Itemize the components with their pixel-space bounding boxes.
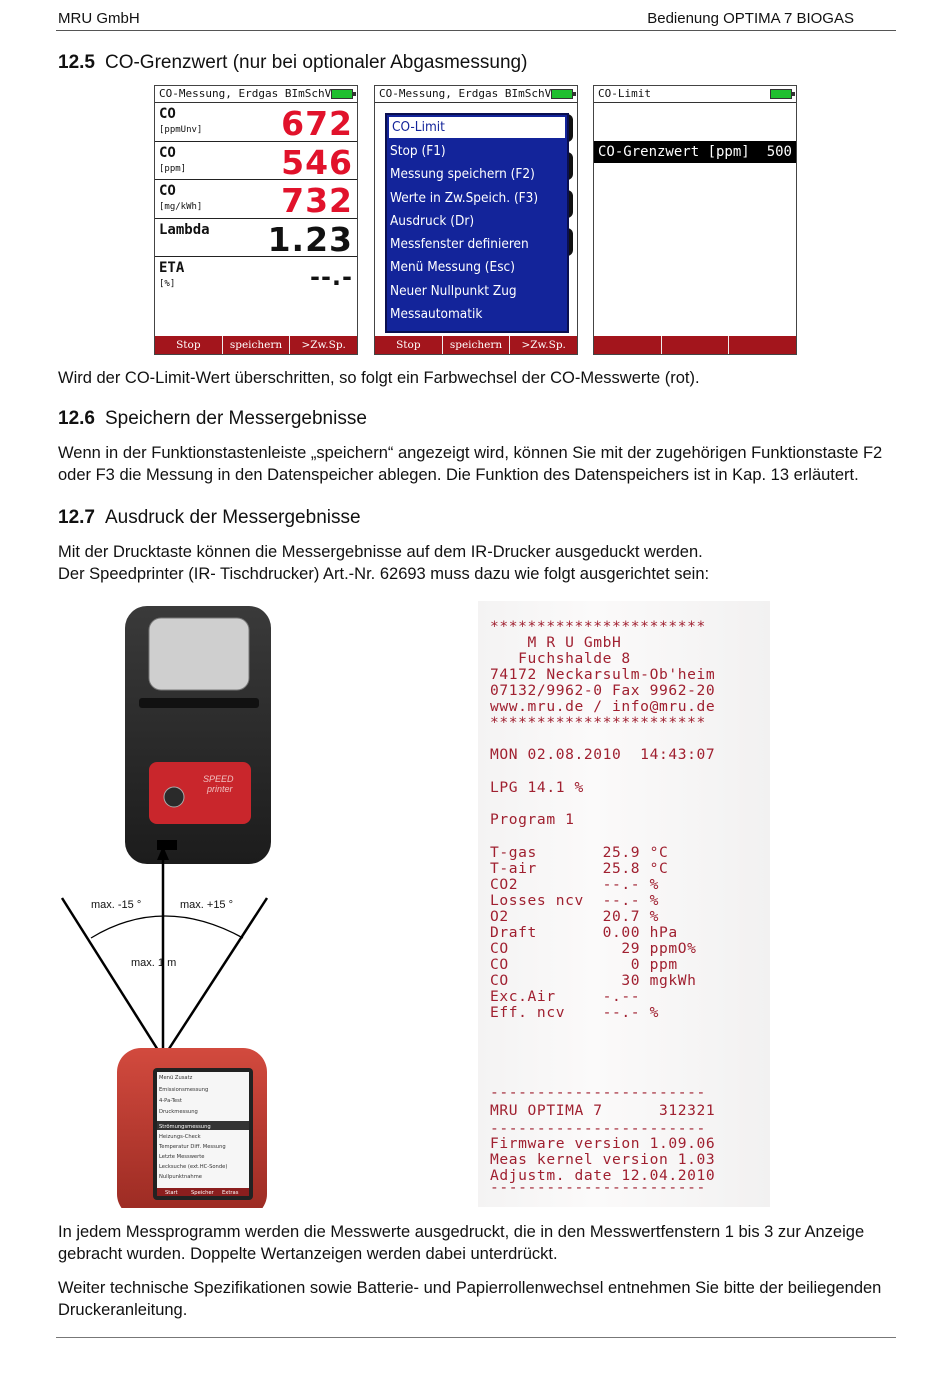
menu-item-buffer[interactable]: Werte in Zw.Speich. (F3) (390, 189, 539, 206)
receipt-dashes: ----------------------- (490, 1179, 706, 1196)
receipt-fuel: LPG 14.1 % (490, 779, 584, 796)
receipt-phone: 07132/9962-0 Fax 9962-20 (490, 682, 716, 699)
menu-item-define-window[interactable]: Messfenster definieren (390, 236, 529, 253)
receipt-stars: *********************** (490, 714, 706, 731)
measurement-name: CO (159, 106, 176, 122)
heading-title: Speichern der Messergebnisse (104, 408, 367, 429)
measurement-unit: [ppm] (159, 163, 187, 174)
battery-icon (770, 89, 792, 99)
printer-paper-slot (139, 698, 259, 708)
receipt-dashes: ----------------------- (490, 1120, 706, 1137)
angle-arc (91, 916, 243, 938)
receipt-value-line: CO 29 ppmO% (490, 940, 697, 957)
receipt-program: Program 1 (490, 811, 575, 828)
device-menu-item: 4-Pa-Test (159, 1098, 182, 1104)
angle-left-label: max. -15 ° (91, 899, 142, 911)
screen-titlebar (594, 86, 796, 103)
receipt-value-line: T-air 25.8 °C (490, 860, 669, 877)
measurement-value: 546 (281, 142, 353, 182)
battery-icon (331, 89, 353, 99)
receipt-company: M R U GmbH (490, 634, 622, 651)
heading-12-7 (58, 507, 361, 529)
co-limit-label: CO-Grenzwert [ppm] (598, 144, 750, 160)
receipt-kernel: Meas kernel version 1.03 (490, 1151, 716, 1168)
receipt-web: www.mru.de / info@mru.de (490, 698, 716, 715)
header-divider (56, 30, 896, 31)
header-manual-title: Bedienung OPTIMA 7 BIOGAS (647, 10, 854, 27)
printer-paper-window (149, 618, 249, 690)
receipt-value-line: CO 30 mgkWh (490, 972, 697, 989)
heading-number: 12.7 (58, 507, 95, 528)
paragraph-save: Wenn in der Funktionstastenleiste „speichern“ angezeigt wird, können Sie mit der zugehörigen Funktionstaste F2 oder F3 die Messung in den Datenspeicher ablegen. Die Funktion des Datenspeichers ist in Kap. 13 erläutert. (58, 444, 883, 484)
measurement-unit: [mg/kWh] (159, 202, 203, 212)
device-menu-item: Strömungsmessung (159, 1124, 211, 1130)
co-limit-row[interactable] (594, 141, 796, 163)
device-menu-item: Letzte Messwerte (159, 1154, 205, 1160)
measurement-value: 732 (281, 181, 353, 220)
screen-title: CO-Messung, Erdgas BImSchV (379, 87, 552, 100)
measurement-name: ETA (159, 260, 185, 276)
footer-divider (56, 1337, 896, 1338)
receipt-value-line: Exc.Air -.-- (490, 988, 641, 1005)
fkey-save[interactable]: speichern (443, 336, 511, 354)
fkey-1[interactable] (594, 336, 662, 354)
menu-item-co-limit[interactable]: CO-Limit (389, 117, 565, 138)
device-menu-item: Lecksuche (ext.HC-Sonde) (159, 1164, 228, 1170)
receipt-city: 74172 Neckarsulm-Ob'heim (490, 666, 716, 683)
alignment-line-left (62, 898, 163, 1058)
receipt-device: MRU OPTIMA 7 312321 (490, 1102, 716, 1119)
measurement-row (155, 180, 357, 219)
ir-window (157, 840, 177, 850)
measurement-name: CO (159, 183, 176, 199)
device-screen-co-limit (593, 85, 797, 355)
context-menu (385, 113, 569, 333)
fkey-save[interactable]: speichern (223, 336, 291, 354)
co-limit-value: 500 (766, 144, 792, 160)
heading-number: 12.5 (58, 52, 95, 73)
printer-brand-2: printer (207, 784, 233, 794)
fkey-stop[interactable]: Stop (155, 336, 223, 354)
fkey-stop[interactable]: Stop (375, 336, 443, 354)
paragraph-print-2: Der Speedprinter (IR- Tischdrucker) Art.-Nr. 62693 muss dazu wie folgt ausgerichtet sein: (58, 565, 710, 583)
device-menu-item: Nullpunktnahme (159, 1174, 202, 1180)
device-menu-item: Druckmessung (159, 1109, 198, 1115)
function-key-bar (594, 336, 796, 354)
menu-item-zero-draft[interactable]: Neuer Nullpunkt Zug (390, 282, 517, 299)
receipt-value-line: T-gas 25.9 °C (490, 844, 669, 861)
heading-12-5 (58, 52, 527, 74)
angle-right-label: max. +15 ° (180, 899, 234, 911)
printout-receipt (478, 601, 770, 1207)
measurement-name: CO (159, 144, 176, 161)
menu-item-automatic[interactable]: Messautomatik (390, 306, 483, 323)
power-icon (164, 787, 184, 807)
device-menu-item: Emissionsmessung (159, 1087, 209, 1093)
battery-icon (551, 89, 573, 99)
receipt-value-line: CO2 --.- % (490, 876, 659, 893)
printer-alignment-photo (57, 594, 365, 1208)
printer-brand-1: SPEED (203, 774, 234, 784)
fkey-buffer[interactable]: >Zw.Sp. (301, 339, 346, 351)
measurement-unit: [ppmUnv] (159, 125, 203, 135)
screen-titlebar (375, 86, 577, 103)
measurement-row (155, 219, 357, 258)
device-menu-item: Heizungs-Check (159, 1134, 201, 1140)
menu-item-save[interactable]: Messung speichern (F2) (390, 166, 535, 183)
measurement-value: 1.23 (267, 219, 353, 259)
distance-label: max. 1 m (131, 957, 177, 969)
measurement-unit: [%] (159, 279, 176, 289)
receipt-value-line: CO 0 ppm (490, 956, 678, 973)
device-menu-item: Menü Zusatz (159, 1075, 193, 1081)
receipt-value-line: Losses ncv --.- % (490, 892, 659, 909)
device-fkey: Extras (222, 1190, 239, 1196)
function-key-bar (375, 336, 577, 354)
device-fkey: Speicher (191, 1190, 214, 1196)
fkey-3[interactable] (729, 336, 796, 354)
device-menu-item: Temperatur Diff. Messung (159, 1144, 226, 1150)
receipt-stars: *********************** (490, 618, 706, 635)
heading-title: Ausdruck der Messergebnisse (104, 507, 361, 528)
measurement-row (155, 142, 357, 181)
measurement-row (155, 257, 357, 296)
measurement-value: --.- (310, 263, 353, 291)
alignment-line-right (163, 898, 267, 1058)
printer-alignment-illustration (57, 594, 365, 1208)
screen-titlebar (155, 86, 357, 103)
receipt-value-line: Draft 0.00 hPa (490, 924, 678, 941)
heading-12-6 (58, 408, 367, 430)
measurement-row (155, 103, 357, 142)
device-screen-measurement (154, 85, 358, 355)
paragraph-print-1: Mit der Drucktaste können die Messergebnisse auf dem IR-Drucker ausgeduckt werden. (58, 543, 703, 561)
measurement-name: Lambda (159, 221, 210, 238)
paragraph-specs: Weiter technische Spezifikationen sowie Batterie- und Papierrollenwechsel entnehmen Sie bitte der beiliegenden Druckeranleitung. (58, 1279, 882, 1319)
receipt-datetime: MON 02.08.2010 14:43:07 (490, 746, 716, 763)
receipt-adjust-date: Adjustm. date 12.04.2010 (490, 1167, 716, 1184)
receipt-street: Fuchshalde 8 (490, 650, 631, 667)
fkey-2[interactable] (662, 336, 730, 354)
screen-title: CO-Limit (598, 87, 651, 100)
receipt-value-line: O2 20.7 % (490, 908, 659, 925)
fkey-buffer[interactable]: >Zw.Sp. (521, 339, 566, 351)
receipt-value-line: Eff. ncv --.- % (490, 1004, 659, 1021)
receipt-firmware: Firmware version 1.09.06 (490, 1135, 716, 1152)
menu-item-stop[interactable]: Stop (F1) (390, 143, 446, 159)
receipt-dashes: ----------------------- (490, 1084, 706, 1101)
menu-item-measure-menu[interactable]: Menü Messung (Esc) (390, 259, 515, 276)
screen-title: CO-Messung, Erdgas BImSchV (159, 87, 332, 100)
device-fkey: Start (165, 1190, 178, 1196)
heading-title: CO-Grenzwert (nur bei optionaler Abgasmessung) (104, 52, 528, 73)
header-company: MRU GmbH (58, 10, 140, 27)
device-screen-menu (374, 85, 578, 355)
paragraph-windows: In jedem Messprogramm werden die Messwerte ausgedruckt, die in den Messwertfenstern 1 bis 3 zur Anzeige gebracht wurden. Doppelte Wertanzeigen werden dabei unterdrückt. (58, 1223, 865, 1263)
function-key-bar (155, 336, 357, 354)
heading-number: 12.6 (58, 408, 95, 429)
measurement-value: 672 (281, 104, 353, 143)
paragraph-co-limit: Wird der CO-Limit-Wert überschritten, so folgt ein Farbwechsel der CO-Messwerte (rot). (58, 369, 700, 387)
menu-item-print[interactable]: Ausdruck (Dr) (390, 212, 475, 229)
